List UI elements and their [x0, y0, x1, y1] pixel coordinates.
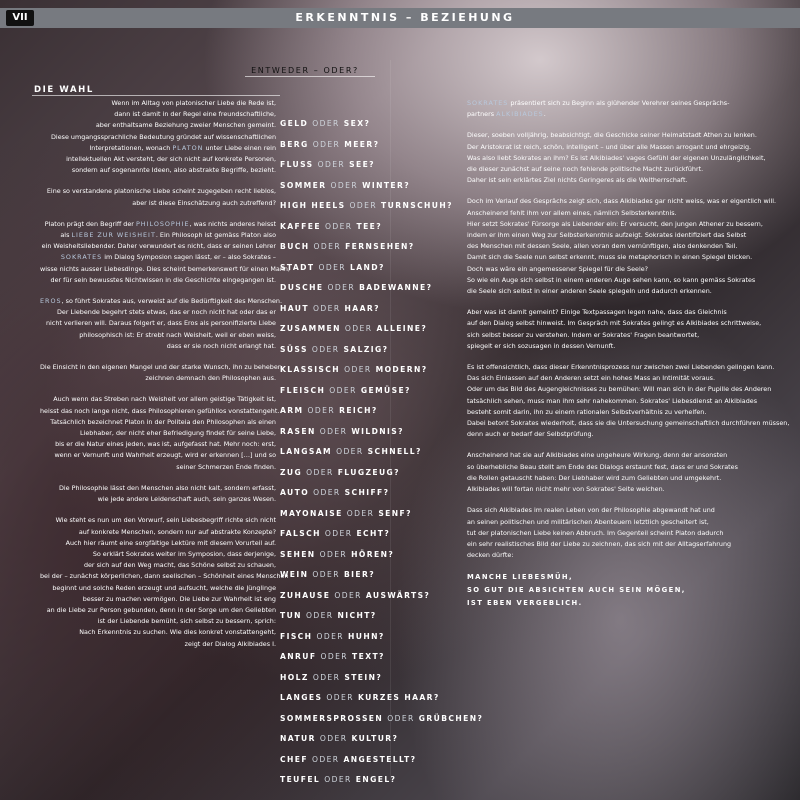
left-text-line: wisse nichts ausser Liebesdinge. Dies scheint bemerkenswert für einen Mann,: [40, 264, 290, 273]
option-b: SEE?: [349, 160, 375, 169]
option-a: LANGSAM: [280, 447, 333, 456]
question-item: [280, 196, 460, 217]
question-item: [280, 545, 460, 566]
or-word: ODER: [317, 160, 346, 169]
or-word: ODER: [319, 426, 348, 436]
or-word: ODER: [327, 283, 356, 292]
or-word: ODER: [312, 672, 341, 682]
question-item: [280, 114, 460, 135]
left-text-line: zeichnen demnach den Philosophen aus.: [145, 374, 276, 383]
question-item: [280, 135, 460, 156]
right-text-line: so überhebliche Beau stellt am Ende des Dialogs erstaunt fest, dass er und Sokrates: [467, 462, 738, 471]
left-text-line: Wenn im Alltag von platonischer Liebe die Rede ist,: [111, 99, 276, 107]
option-b: STEIN?: [344, 672, 383, 682]
right-text-line: tut der platonischen Liebe keinen Abbruch. Im Gegenteil scheint Platon dadurch: [467, 528, 724, 537]
right-text-line: besteht somit darin, ihn zu einem rationalen Selbstverhältnis zu verhelfen.: [467, 407, 707, 416]
quote-line: IST EBEN VERGEBLICH.: [467, 599, 583, 608]
option-a: AUTO: [280, 488, 310, 497]
left-paragraph: [40, 483, 276, 505]
question-item: [280, 606, 460, 627]
question-item: [280, 483, 460, 504]
option-a: FLUSS: [280, 160, 314, 169]
or-word: ODER: [318, 262, 346, 272]
section-divider: [32, 95, 280, 96]
right-text-line: Hier setzt Sokrates' Fürsorge als Liebender ein: Er versucht, den jungen Athener zu bessern,: [467, 219, 763, 228]
right-text-line: tatsächlich sehen, muss man ihm sehr nahekommen. Sokrates' Liebesdienst an Alkibiades: [467, 396, 758, 405]
question-item: [280, 463, 460, 484]
option-b: REICH?: [339, 406, 378, 415]
right-text-line: partners ALKIBIADES.: [467, 110, 546, 119]
highlight-term: LIEBE ZUR WEISHEIT: [71, 231, 156, 240]
option-a: SEHEN: [280, 549, 316, 559]
left-text-line: So erklärt Sokrates weiter im Symposion, dass derjenige,: [92, 549, 276, 558]
option-b: SCHIFF?: [344, 488, 390, 497]
question-item: [280, 668, 460, 689]
right-text-line: denn auch er bedarf der Selbstprüfung.: [467, 430, 594, 439]
option-b: GRÜBCHEN?: [418, 713, 484, 723]
right-text-line: Was also liebt Sokrates an ihm? Es ist Alkibiades' vages Gefühl der eigenen Unzulänglichkeit,: [467, 153, 766, 162]
option-b: SEX?: [343, 119, 371, 128]
option-b: ANGESTELLT?: [343, 754, 417, 764]
right-text-line: Anscheinend fehlt ihm vor allem eines, nämlich Selbsterkenntnis.: [467, 208, 677, 217]
or-word: ODER: [324, 775, 352, 784]
question-item: [280, 278, 460, 299]
option-b: ALLEINE?: [376, 324, 428, 333]
left-text-line: Liebhaber, der nicht eher Befriedigung findet für seine Liebe,: [80, 429, 276, 438]
or-word: ODER: [387, 713, 415, 723]
right-text-line: spiegelt er sich sozusagen in dessen Vernunft.: [467, 341, 616, 350]
option-a: ZUG: [280, 467, 303, 477]
right-text-line: So wie ein Auge sich selbst in einem anderen Auge sehen kann, so kann gemäss Sokrates: [467, 275, 756, 284]
left-text-line: Platon prägt den Begriff der PHILOSOPHIE, was nichts anderes heisst: [44, 219, 276, 228]
left-text-line: Auch wenn das Streben nach Weisheit vor allem geistige Tätigkeit ist,: [53, 395, 276, 404]
left-text-line: bei der – zunächst körperlichen, dann seelischen – Schönheit eines Menschen: [40, 572, 289, 581]
question-item: [280, 729, 460, 750]
question-item: [280, 155, 460, 176]
question-item: [280, 504, 460, 525]
option-b: TEE?: [356, 221, 383, 231]
option-a: FALSCH: [280, 529, 321, 538]
left-text-line: ist der Liebende bemüht, sich selbst zu bessern, sprich:: [97, 617, 276, 626]
right-text-line: die Rollen getauscht haben: Der Liebhaber wird zum Geliebten und umgekehrt.: [467, 473, 722, 482]
left-paragraph: [40, 186, 276, 208]
right-text-line: Es ist offensichtlich, dass dieser Erkenntnisprozess nur zwischen zwei Liebenden gelingen kann.: [467, 363, 775, 372]
right-text-line: Aber was ist damit gemeint? Einige Textpassagen legen nahe, dass das Gleichnis: [467, 308, 727, 317]
right-paragraph: [467, 196, 787, 297]
option-a: RASEN: [280, 426, 316, 436]
option-b: WILDNIS?: [351, 426, 404, 436]
option-a: WEIN: [280, 570, 309, 579]
question-item: [280, 442, 460, 463]
option-a: HIGH HEELS: [280, 201, 346, 210]
left-text-line: bis er die Natur eines jeden, was ist, aufgefasst hat. Mehr noch: erst,: [55, 440, 276, 449]
option-a: SÜSS: [280, 344, 308, 354]
question-item: [280, 647, 460, 668]
left-text-line: Auch hier räumt eine sorgfältige Lektüre mit diesem Vorurteil auf.: [65, 538, 276, 547]
right-text-line: Doch im Verlauf des Gesprächs zeigt sich, dass Alkibiades gar nicht weiss, was er eigentlich will.: [467, 197, 777, 206]
question-item: [280, 237, 460, 258]
subtitle: ENTWEDER – ODER?: [251, 66, 359, 75]
right-paragraph: [467, 130, 787, 186]
or-word: ODER: [311, 344, 340, 354]
left-text-line: Die Philosophie lässt den Menschen also nicht kalt, sondern erfasst,: [58, 483, 276, 492]
left-text-line: Interpretationen, wonach PLATON unter Liebe einen rein: [89, 143, 276, 152]
option-b: SCHNELL?: [367, 447, 422, 456]
question-item: [280, 340, 460, 361]
option-a: TUN: [280, 611, 302, 620]
option-b: KULTUR?: [351, 734, 399, 743]
option-b: WINTER?: [362, 180, 411, 190]
right-text-line: Dieser, soeben volljährig, beabsichtigt, die Geschicke seiner Heimatstadt Athen zu lenken.: [467, 131, 757, 140]
left-column: [40, 98, 290, 660]
right-text-line: an seinen politischen und militärischen Abenteuern letztlich gescheitert ist,: [467, 517, 709, 526]
option-a: ARM: [280, 406, 304, 415]
option-a: FLEISCH: [280, 385, 326, 395]
or-word: ODER: [311, 754, 340, 764]
question-item: [280, 565, 460, 586]
left-text-line: der für sein bewusstes Nichtwissen in die Geschichte eingegangen ist.: [50, 275, 276, 284]
right-text-line: Damit sich die Seele nun selbst erkennt, muss sie metaphorisch in einen Spiegel blicken.: [467, 253, 753, 262]
option-a: LANGES: [280, 693, 323, 702]
left-text-line: seiner Schmerzen Ende finden.: [176, 462, 276, 471]
right-text-line: Anscheinend hat sie auf Alkibiades eine ungeheure Wirkung, denn der ansonsten: [467, 451, 728, 460]
question-item: [280, 258, 460, 279]
left-text-line: philosophisch ist: Er strebt nach Weisheit, weil er eben weiss,: [79, 330, 276, 339]
or-word: ODER: [336, 447, 364, 456]
option-b: TEXT?: [352, 652, 385, 661]
question-item: [280, 217, 460, 238]
question-item: [280, 360, 460, 381]
option-a: ZUSAMMEN: [280, 324, 341, 333]
closing-quote: [467, 571, 787, 610]
or-word: ODER: [319, 549, 348, 559]
option-a: NATUR: [280, 734, 316, 743]
left-text-line: der sich auf den Weg macht, das Schöne selbst zu schauen,: [83, 561, 276, 570]
or-word: ODER: [319, 734, 348, 743]
left-text-line: ein Weisheitsliebender. Daher verwundert es nicht, dass er seinen Lehrer: [41, 242, 276, 251]
option-a: GELD: [280, 119, 309, 128]
right-text-line: Alkibiades will fortan nicht mehr von Sokrates' Seite weichen.: [467, 485, 665, 494]
or-word: ODER: [334, 590, 362, 600]
page-number: VII: [6, 10, 34, 26]
right-text-line: sich selbst besser zu verstehen. Indem er Sokrates' Fragen beantwortet,: [467, 330, 700, 339]
option-a: DUSCHE: [280, 283, 324, 292]
question-item: [280, 422, 460, 443]
question-item: [280, 770, 460, 791]
left-text-line: Eine so verstandene platonische Liebe scheint zugegeben recht lieblos,: [46, 187, 276, 196]
right-text-line: Oder um das Bild des Augengleichnisses zu bemühen: Will man sich in der Pupille des Anderen: [467, 385, 772, 394]
option-a: SOMMER: [280, 180, 327, 190]
left-paragraph: [40, 515, 289, 649]
question-item: [280, 709, 484, 730]
left-text-line: sondern auf sogenannte Ideen, also abstrakte Begriffe, bezieht.: [71, 166, 276, 175]
highlight-term: EROS: [40, 297, 62, 306]
highlight-term: SOKRATES: [467, 99, 509, 107]
option-a: KAFFEE: [280, 221, 321, 231]
left-text-line: intellektuellen Akt versteht, der sich nicht auf konkrete Personen,: [66, 155, 276, 164]
right-paragraph: [467, 307, 787, 352]
or-word: ODER: [344, 365, 372, 374]
option-a: MAYONAISE: [280, 508, 343, 518]
or-word: ODER: [330, 180, 359, 190]
or-word: ODER: [312, 570, 340, 579]
right-text-line: Daher ist sein erklärtes Ziel nichts Geringeres als die Weltherrschaft.: [467, 176, 688, 185]
left-text-line: heisst das noch lange nicht, dass Philosophieren gefühllos vonstattengeht.: [40, 406, 280, 415]
highlight-term: PHILOSOPHIE: [135, 219, 190, 228]
or-word: ODER: [313, 242, 342, 251]
or-word: ODER: [324, 221, 353, 231]
right-text-line: Doch was wäre ein angemessener Spiegel für die Seele?: [467, 264, 649, 273]
option-a: HAUT: [280, 303, 309, 313]
option-b: HUHN?: [348, 631, 385, 641]
right-text-line: ein sehr realistisches Bild der Liebe zu zeichnen, das sich mit der Alltagserfahrung: [467, 539, 732, 548]
right-text-line: Der Aristokrat ist reich, schön, intelligent – und über alle Massen arrogant und ehrgeizig.: [467, 142, 752, 151]
or-word: ODER: [305, 611, 334, 620]
option-a: ZUHAUSE: [280, 590, 331, 600]
right-text-line: die Seele sich selbst in einer anderen Seele spiegeln und dadurch erkennen.: [467, 287, 712, 296]
left-text-line: wie jede andere Leidenschaft auch, sein ganzes Wesen.: [97, 495, 276, 504]
option-b: TURNSCHUH?: [381, 201, 453, 210]
highlight-term: SOKRATES: [60, 253, 103, 262]
left-text-line: aber enthaltsame Beziehung zweier Menschen gemeint.: [95, 121, 276, 130]
quote-line: SO GUT DIE ABSICHTEN AUCH SEIN MÖGEN,: [467, 586, 686, 595]
option-b: BIER?: [343, 570, 376, 579]
question-item: [280, 524, 460, 545]
left-paragraph: [40, 219, 290, 286]
subtitle-divider: [245, 76, 375, 77]
option-b: HAAR?: [344, 303, 380, 313]
left-text-line: an die Liebe zur Person gebunden, denn in der Sorge um den Geliebten: [46, 605, 276, 614]
question-list: [280, 114, 484, 791]
or-word: ODER: [312, 139, 341, 149]
right-paragraph: [467, 98, 787, 120]
left-text-line: EROS, so führt Sokrates aus, verweist auf die Bedürftigkeit des Menschen.: [40, 297, 282, 306]
option-a: BERG: [280, 139, 309, 149]
or-word: ODER: [313, 488, 341, 497]
question-item: [280, 176, 460, 197]
left-text-line: als LIEBE ZUR WEISHEIT. Ein Philosoph ist gemäss Platon also: [60, 231, 276, 240]
question-item: [280, 688, 460, 709]
left-text-line: dass er sie noch nicht erlangt hat.: [166, 341, 276, 350]
left-text-line: Nach Erkenntnis zu suchen. Wie dies konkret vonstattengeht,: [79, 628, 276, 637]
option-b: SENF?: [378, 508, 412, 518]
question-item: [280, 750, 460, 771]
option-b: ECHT?: [356, 529, 391, 538]
or-word: ODER: [320, 652, 348, 661]
right-paragraph: [467, 450, 787, 495]
option-a: STADT: [280, 262, 315, 272]
or-word: ODER: [346, 508, 375, 518]
question-item: [280, 319, 460, 340]
option-a: BUCH: [280, 242, 310, 251]
quote-line: MANCHE LIEBESMÜH,: [467, 573, 573, 582]
right-text-line: die dieser zunächst auf seine noch fehlende politische Macht zurückführt.: [467, 165, 704, 174]
left-text-line: Wie steht es nun um den Vorwurf, sein Liebesbegriff richte sich nicht: [55, 516, 276, 525]
option-b: MEER?: [344, 139, 380, 149]
left-text-line: auf konkrete Menschen, sondern nur auf abstrakte Konzepte?: [78, 527, 276, 536]
left-text-line: Tatsächlich bezeichnet Platon in der Politeia den Philosophen als einen: [50, 417, 276, 426]
left-paragraph: [40, 362, 284, 384]
question-item: [280, 627, 460, 648]
option-b: BADEWANNE?: [359, 283, 433, 292]
right-text-line: decken dürfte:: [467, 551, 514, 560]
or-word: ODER: [329, 385, 357, 395]
left-paragraph: [40, 98, 276, 176]
option-a: TEUFEL: [280, 775, 321, 784]
option-b: KURZES HAAR?: [357, 693, 440, 702]
left-text-line: besser zu machen vermögen. Die Liebe zur Wahrheit ist eng: [82, 594, 276, 603]
right-text-line: auf den Dialog selbst hinweist. Im Gespräch mit Sokrates gelingt es Alkibiades schrittweise,: [467, 319, 762, 328]
right-text-line: Dabei betont Sokrates wiederholt, dass sie die Untersuchung gemeinschaftlich durchführen müssen,: [467, 419, 790, 428]
option-a: ANRUF: [280, 652, 317, 661]
option-b: FLUGZEUG?: [337, 467, 400, 477]
or-word: ODER: [344, 324, 373, 333]
question-item: [280, 586, 460, 607]
right-text-line: Dass sich Alkibiades im realen Leben von der Philosophie abgewandt hat und: [467, 506, 715, 515]
question-item: [280, 381, 460, 402]
left-text-line: zeigt der Dialog Alkibiades I.: [184, 639, 276, 648]
section-heading: DIE WAHL: [34, 85, 94, 95]
highlight-term: ALKIBIADES: [496, 110, 544, 119]
option-a: HOLZ: [280, 672, 309, 682]
or-word: ODER: [312, 119, 340, 128]
option-a: FISCH: [280, 631, 313, 641]
or-word: ODER: [307, 406, 336, 415]
option-b: HÖREN?: [351, 549, 395, 559]
option-b: SALZIG?: [343, 344, 389, 354]
or-word: ODER: [306, 467, 334, 477]
right-text-line: Das sich Einlassen auf den Anderen setzt ein hohes Mass an Intimität voraus.: [467, 374, 716, 383]
or-word: ODER: [324, 529, 353, 538]
or-word: ODER: [313, 303, 341, 313]
option-b: GEMÜSE?: [360, 385, 411, 395]
left-text-line: Diese umgangssprachliche Bedeutung gründet auf wissenschaftlichen: [51, 132, 276, 141]
right-paragraph: [467, 505, 787, 561]
option-b: ENGEL?: [355, 775, 397, 784]
left-text-line: dann ist damit in der Regel eine freundschaftliche,: [114, 110, 276, 119]
left-text-line: beginnt und solche Reden erzeugt und aufsucht, welche die Jünglinge: [52, 583, 276, 592]
question-item: [280, 401, 460, 422]
right-paragraph: [467, 362, 790, 440]
left-text-line: Die Einsicht in den eigenen Mangel und der starke Wunsch, ihn zu beheben,: [40, 363, 284, 372]
option-a: SOMMERSPROSSEN: [280, 713, 384, 723]
left-paragraph: [40, 394, 280, 472]
right-text-line: SOKRATES präsentiert sich zu Beginn als glühender Verehrer seines Gesprächs-: [467, 99, 730, 107]
or-word: ODER: [316, 631, 344, 641]
right-column: [467, 98, 790, 610]
highlight-term: PLATON: [172, 143, 204, 152]
left-text-line: Der Liebende begehrt stets etwas, das er noch nicht hat oder das er: [57, 308, 276, 317]
option-b: AUSWÄRTS?: [365, 590, 431, 600]
option-a: CHEF: [280, 754, 308, 764]
option-b: NICHT?: [337, 611, 377, 620]
left-text-line: wenn er Vernunft und Wahrheit erzeugt, wird er erkennen […] und so: [54, 451, 276, 460]
option-b: FERNSEHEN?: [345, 242, 415, 251]
right-text-line: indem er ihm einen Weg zur Selbsterkenntnis aufzeigt. Sokrates identifiziert das Selbst: [467, 231, 747, 240]
or-word: ODER: [326, 693, 354, 702]
option-b: LAND?: [350, 262, 385, 272]
left-text-line: SOKRATES im Dialog Symposion sagen lässt, er – also Sokrates –: [60, 253, 276, 262]
left-paragraph: [40, 296, 282, 352]
option-b: MODERN?: [375, 365, 428, 374]
left-text-line: nicht verlieren will. Daraus folgert er, dass Eros als personifizierte Liebe: [45, 319, 276, 328]
option-a: KLASSISCH: [280, 365, 341, 374]
or-word: ODER: [349, 201, 377, 210]
left-text-line: aber ist diese Einschätzung auch zutreffend?: [132, 198, 276, 207]
right-text-line: des Menschen mit dessen Seele, allen voran dem vernünftigen, also denkenden Teil.: [467, 242, 738, 251]
question-item: [280, 299, 460, 320]
page-title: ERKENNTNIS – BEZIEHUNG: [295, 11, 515, 24]
